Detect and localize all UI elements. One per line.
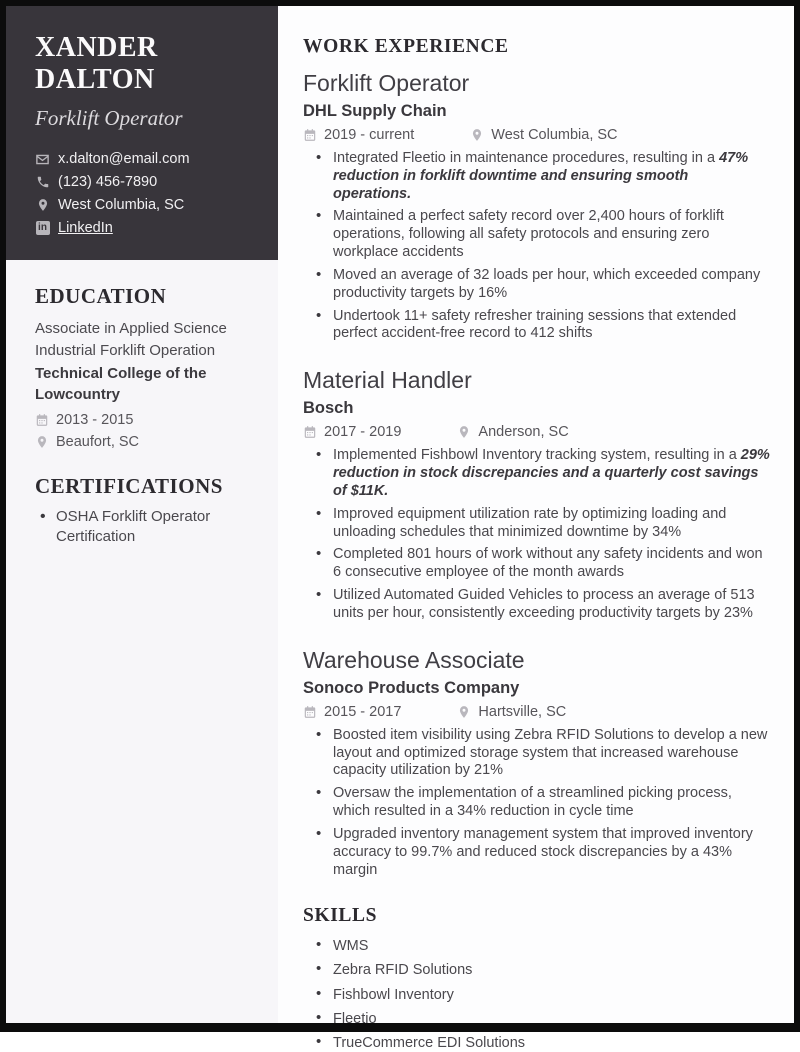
job-dates-text: 2015 - 2017 bbox=[324, 703, 402, 720]
contact-location-text: West Columbia, SC bbox=[58, 197, 185, 214]
phone-icon bbox=[35, 175, 50, 189]
job-bullet-list bbox=[303, 447, 770, 622]
education-location-text: Beaufort, SC bbox=[56, 433, 140, 450]
job-entry-dhl bbox=[303, 70, 770, 343]
calendar-icon bbox=[303, 128, 317, 142]
contact-phone-text: (123) 456-7890 bbox=[58, 174, 158, 191]
job-meta bbox=[303, 704, 770, 720]
skills-list bbox=[303, 937, 770, 1052]
job-location bbox=[457, 704, 566, 720]
job-title: Warehouse Associate bbox=[303, 646, 525, 673]
bullet-item: • Utilized Automated Guided Vehicles to process an average of 513 units per hour, consistently exceeding productivity targets by 23% bbox=[303, 587, 770, 623]
job-company: DHL Supply Chain bbox=[303, 102, 447, 120]
bullet-item: • Boosted item visibility using Zebra RFID Solutions to develop a new layout and optimized storage system that increased warehouse capacity utilization by 21% bbox=[303, 727, 770, 780]
job-dates bbox=[303, 424, 401, 440]
location-pin-icon bbox=[470, 128, 484, 142]
certifications-heading: CERTIFICATIONS bbox=[35, 473, 223, 498]
person-title: Forklift Operator bbox=[35, 106, 183, 131]
contact-location bbox=[35, 197, 250, 213]
job-dates bbox=[303, 127, 414, 143]
job-title: Forklift Operator bbox=[303, 70, 470, 96]
skills-heading: SKILLS bbox=[303, 905, 378, 927]
emphasized-text: 29% reduction in stock discrepancies and a quarterly cost savings of $11K. bbox=[333, 447, 770, 499]
job-title: Material Handler bbox=[303, 367, 472, 394]
job-entry-sonoco bbox=[303, 647, 770, 880]
bullet-item: • Improved equipment utilization rate by optimizing loading and unloading schedules that minimized downtime by 34% bbox=[303, 506, 770, 542]
job-company: Bosch bbox=[303, 399, 354, 418]
education-dates-text: 2013 - 2015 bbox=[56, 411, 134, 428]
skill-item: • Fishbowl Inventory bbox=[303, 986, 770, 1004]
skills-section bbox=[303, 905, 770, 1052]
bullet-item: • Upgraded inventory management system that improved inventory accuracy to 99.7% and reduced stock discrepancies by a 43% margin bbox=[303, 826, 770, 879]
job-dates-text: 2017 - 2019 bbox=[324, 424, 402, 441]
contact-phone bbox=[35, 174, 250, 190]
job-location-text: Anderson, SC bbox=[478, 424, 569, 441]
bullet-item: • Undertook 11+ safety refresher training sessions that extended perfect accident-free record to 412 shifts bbox=[303, 308, 770, 344]
education-location bbox=[35, 434, 252, 450]
contact-list bbox=[35, 151, 250, 236]
sidebar bbox=[6, 6, 278, 1023]
envelope-icon bbox=[35, 152, 50, 167]
contact-email-text: x.dalton@email.com bbox=[58, 151, 190, 168]
work-experience-heading: WORK EXPERIENCE bbox=[303, 36, 509, 57]
certifications-section bbox=[6, 450, 278, 552]
skill-item: • Zebra RFID Solutions bbox=[303, 961, 770, 979]
main-column bbox=[278, 6, 794, 1051]
linkedin-icon: in bbox=[35, 221, 50, 235]
bullet-item: • Completed 801 hours of work without any safety incidents and won 6 consecutive employee of the month awards bbox=[303, 546, 770, 582]
education-dates bbox=[35, 412, 252, 428]
education-heading: EDUCATION bbox=[35, 284, 167, 309]
job-entry-bosch bbox=[303, 367, 770, 622]
job-dates bbox=[303, 704, 401, 720]
location-pin-icon bbox=[457, 705, 471, 719]
certification-text: OSHA Forklift Operator Certification bbox=[56, 507, 211, 545]
job-dates-text: 2019 - current bbox=[324, 127, 415, 143]
job-location-text: West Columbia, SC bbox=[491, 127, 618, 143]
location-pin-icon bbox=[35, 198, 50, 212]
calendar-icon bbox=[303, 705, 317, 719]
contact-linkedin[interactable] bbox=[35, 220, 250, 236]
bullet-item: • Implemented Fishbowl Inventory tracking system, resulting in a 29% reduction in stock discrepancies and a quarterly cost savings of $11K. bbox=[303, 447, 770, 500]
skill-item: • TrueCommerce EDI Solutions bbox=[303, 1034, 770, 1052]
job-bullet-list bbox=[303, 150, 770, 343]
job-company: Sonoco Products Company bbox=[303, 678, 520, 697]
bullet-item: • Moved an average of 32 loads per hour, which exceeded company productivity targets by 16% bbox=[303, 267, 770, 303]
person-name: XANDER DALTON bbox=[35, 32, 158, 96]
certifications-list bbox=[35, 507, 252, 547]
education-school: Technical College of the Lowcountry bbox=[35, 364, 207, 404]
certification-item bbox=[35, 507, 252, 547]
contact-email bbox=[35, 151, 250, 167]
job-location bbox=[470, 127, 617, 143]
bullet-item: • Maintained a perfect safety record over 2,400 hours of forklift operations, following all safety protocols and ensuring zero workplace accidents bbox=[303, 208, 770, 261]
sidebar-header bbox=[6, 6, 278, 260]
skill-item: • WMS bbox=[303, 937, 770, 955]
location-pin-icon bbox=[35, 435, 49, 449]
calendar-icon bbox=[35, 413, 49, 427]
job-meta bbox=[303, 127, 770, 143]
job-bullet-list bbox=[303, 727, 770, 880]
calendar-icon bbox=[303, 425, 317, 439]
job-location-text: Hartsville, SC bbox=[478, 703, 567, 720]
bullet-item: • Integrated Fleetio in maintenance procedures, resulting in a 47% reduction in forklift downtime and ensuring smooth operations. bbox=[303, 150, 770, 203]
location-pin-icon bbox=[457, 425, 471, 439]
skill-item: • Fleetio bbox=[303, 1010, 770, 1028]
education-section bbox=[6, 260, 278, 449]
linkedin-link[interactable]: LinkedIn bbox=[58, 220, 113, 237]
bullet-item: • Oversaw the implementation of a streamlined picking process, which resulted in a 34% reduction in cycle time bbox=[303, 785, 770, 821]
emphasized-text: 47% reduction in forklift downtime and ensuring smooth operations. bbox=[333, 150, 749, 202]
education-degree: Associate in Applied Science Industrial Forklift Operation bbox=[35, 320, 227, 359]
job-meta bbox=[303, 424, 770, 440]
job-location bbox=[457, 424, 568, 440]
